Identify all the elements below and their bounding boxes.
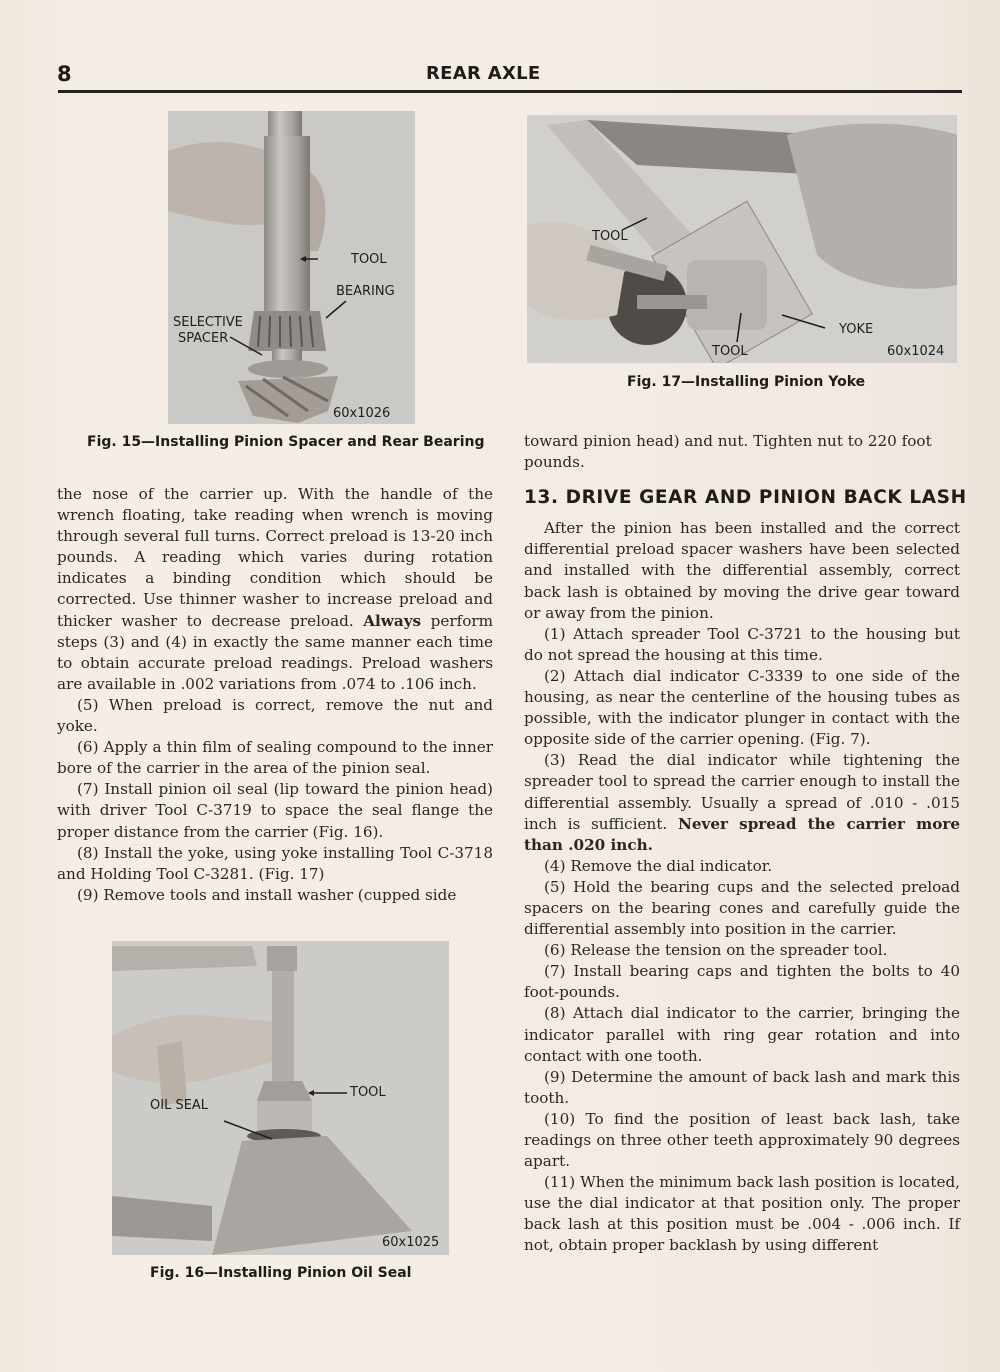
fig17-label-tool-lower: TOOL bbox=[712, 344, 748, 359]
right-column bbox=[524, 431, 967, 1257]
fig17-photo-id: 60x1024 bbox=[887, 344, 945, 359]
fig16-label-tool: TOOL bbox=[350, 1085, 386, 1100]
fig17-caption: Fig. 17—Installing Pinion Yoke bbox=[627, 374, 866, 390]
step-6: (6) Apply a thin film of sealing compound to the inner bore of the carrier in the area of the pinion seal. bbox=[57, 738, 493, 778]
fig16-photo-id: 60x1025 bbox=[382, 1235, 440, 1250]
fig15-photo-id: 60x1026 bbox=[333, 406, 391, 421]
section-heading: 13. DRIVE GEAR AND PINION BACK LASH bbox=[524, 487, 967, 509]
fig16-caption: Fig. 16—Installing Pinion Oil Seal bbox=[150, 1265, 412, 1281]
running-title: REAR AXLE bbox=[426, 63, 541, 84]
fig15-photo bbox=[168, 111, 415, 424]
fig17-label-tool-upper: TOOL bbox=[592, 229, 628, 244]
warning-bold: Never spread the carrier more than .020 inch. bbox=[524, 814, 960, 854]
bl-step-1: (1) Attach spreader Tool C-3721 to the housing but do not spread the housing at this time. bbox=[524, 624, 960, 664]
bl-step-8: (8) Attach dial indicator to the carrier, bringing the indicator parallel with ring gear rotation and into contact with one tooth. bbox=[524, 1004, 960, 1065]
bl-step-2: (2) Attach dial indicator C-3339 to one side of the housing, as near the centerline of the housing tubes as possible, with the indicator plunger in contact with the opposite side of the carrier opening. (Fig. 7). bbox=[524, 666, 960, 749]
bl-step-6: (6) Release the tension on the spreader tool. bbox=[544, 941, 888, 960]
step-7: (7) Install pinion oil seal (lip toward the pinion head) with driver Tool C-3719 to space the seal flange the proper distance from the carrier (Fig. 16). bbox=[57, 780, 493, 841]
bl-step-10: (10) To find the position of least back lash, take readings on three other teeth approximately 90 degrees apart. bbox=[524, 1109, 960, 1171]
fig15-illustration bbox=[168, 111, 415, 424]
header-rule bbox=[58, 90, 962, 93]
fig16-photo bbox=[112, 941, 449, 1255]
fig17-photo bbox=[527, 115, 957, 363]
fig15-label-tool: TOOL bbox=[351, 252, 387, 267]
fig16-label-oil-seal: OIL SEAL bbox=[150, 1098, 209, 1113]
step-8: (8) Install the yoke, using yoke installing Tool C-3718 and Holding Tool C-3281. (Fig. 17) bbox=[57, 843, 493, 883]
emphasis-always: Always bbox=[363, 611, 422, 630]
step-9: (9) Remove tools and install washer (cupped side bbox=[77, 885, 457, 904]
page-number: 8 bbox=[57, 62, 72, 86]
continuation-paragraph: toward pinion head) and nut. Tighten nut to 220 foot pounds. bbox=[524, 432, 932, 472]
bl-step-9: (9) Determine the amount of back lash and mark this tooth. bbox=[524, 1067, 960, 1107]
bl-step-5: (5) Hold the bearing cups and the selected preload spacers on the bearing cones and carefully guide the differential assembly into position in the carrier. bbox=[524, 877, 960, 939]
step-5: (5) When preload is correct, remove the nut and yoke. bbox=[57, 695, 493, 736]
fig15-label-spacer: SPACER bbox=[178, 331, 229, 346]
fig15-caption: Fig. 15—Installing Pinion Spacer and Rear Bearing bbox=[87, 434, 485, 450]
bl-step-11: (11) When the minimum back lash position is located, use the dial indicator at that position only. The proper back lash at this position must be .004 - .006 inch. If not, obtain proper backlash by using different bbox=[524, 1173, 960, 1255]
left-column bbox=[57, 484, 493, 906]
fig15-label-bearing: BEARING bbox=[336, 284, 395, 299]
bl-step-4: (4) Remove the dial indicator. bbox=[544, 856, 773, 875]
fig15-label-selective: SELECTIVE bbox=[173, 315, 243, 330]
bl-step-3: (3) Read the dial indicator while tightening the spreader tool to spread the carrier enough to install the differential assembly. Usually a spread of .010 - .015 inch is sufficient. Never spread the carrier more than .020 inch. bbox=[524, 751, 960, 854]
bl-step-7: (7) Install bearing caps and tighten the bolts to 40 foot-pounds. bbox=[524, 962, 960, 1002]
paragraph: the nose of the carrier up. With the handle of the wrench floating, take reading when wrench is moving through several full turns. Correct preload is 13-20 inch pounds. A reading which varies during rotation indicates a binding condition which should be corrected. Use thinner washer to increase preload and thicker washer to decrease preload. Always perform steps (3) and (4) in exactly the same manner each time to obtain accurate preload readings. Preload washers are available in .002 variations from .074 to .106 inch. bbox=[57, 485, 494, 693]
fig17-label-yoke: YOKE bbox=[839, 322, 874, 337]
section-intro: After the pinion has been installed and the correct differential preload spacer washers have been selected and installed with the differential assembly, correct back lash is obtained by moving the drive gear toward or away from the pinion. bbox=[524, 519, 960, 622]
